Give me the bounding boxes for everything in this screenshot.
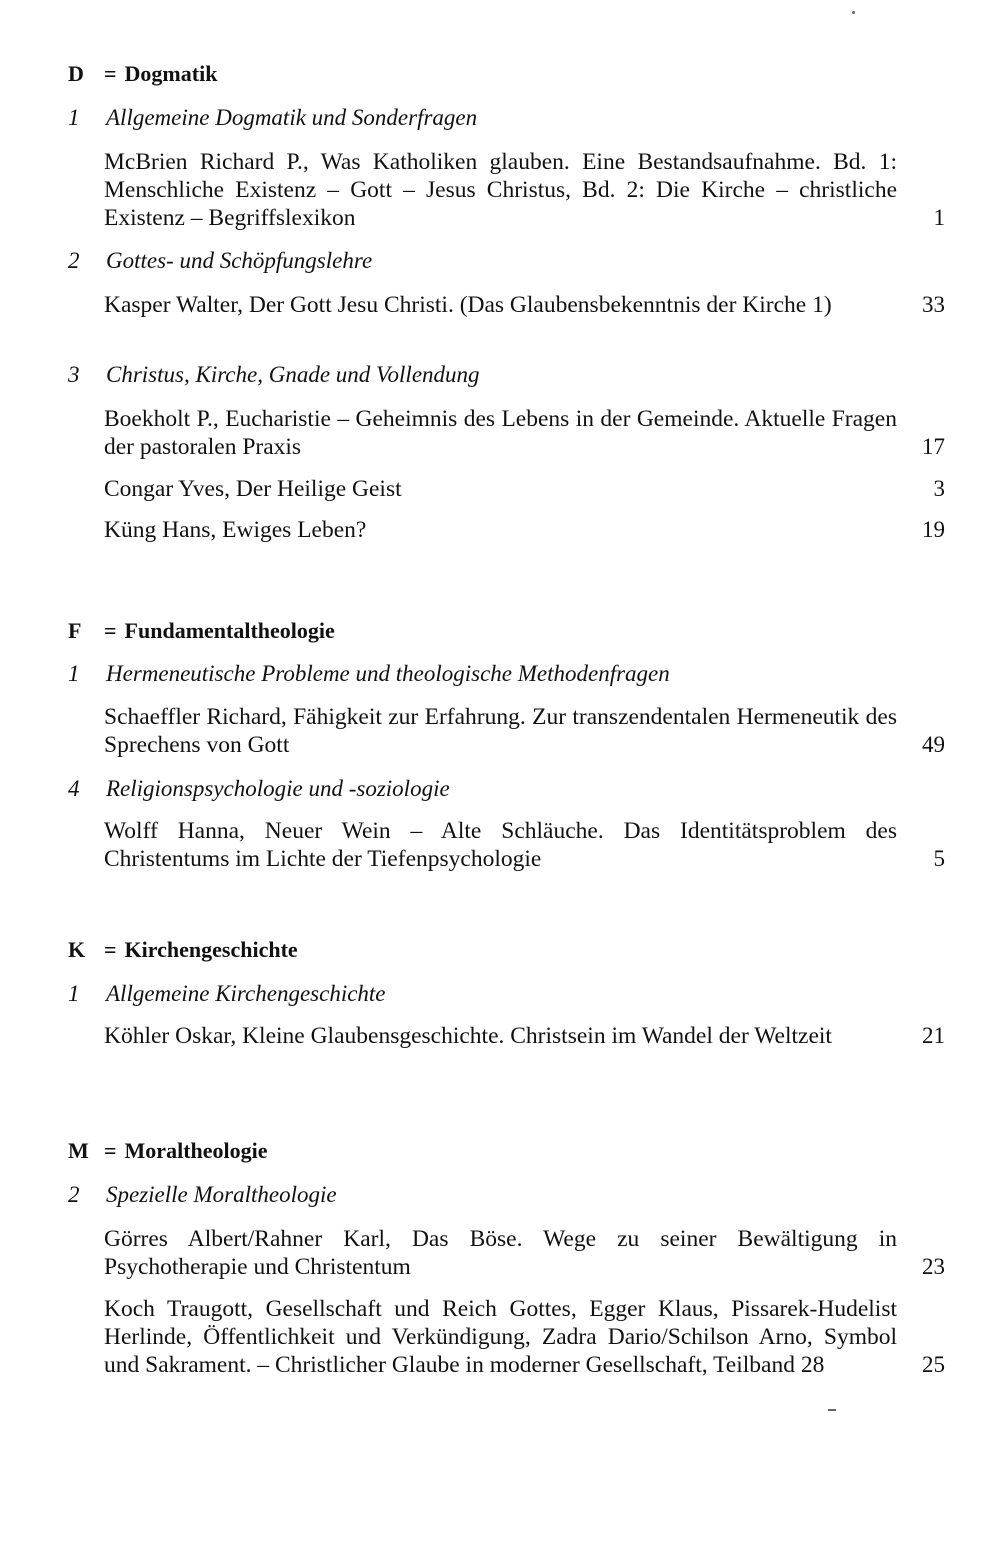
entry-text: Schaeffler Richard, Fähigkeit zur Erfahrung. Zur transzendentalen Hermeneutik des Sprechens von Gott [104, 704, 897, 758]
section-equals: = [104, 1138, 117, 1163]
subsection-heading [68, 980, 386, 1008]
entry [104, 475, 945, 503]
entry-text: Koch Traugott, Gesellschaft und Reich Gottes, Egger Klaus, Pissarek-Hudelist Herlinde, Öffentlichkeit und Verkündigung, Zadra Dario/Schilson Arno, Symbol und Sakrament. – Christlicher Glaube in moderner Gesellschaft, Teilband 28 [104, 1296, 897, 1378]
section-letter: D [68, 61, 84, 86]
subsection-heading [68, 361, 480, 389]
entry-text: Görres Albert/Rahner Karl, Das Böse. Wege zu seiner Bewältigung in Psychotherapie und Christentum [104, 1226, 897, 1280]
subsection-title: Christus, Kirche, Gnade und Vollendung [106, 362, 480, 387]
subsection-title: Allgemeine Dogmatik und Sonderfragen [106, 105, 478, 130]
entry [104, 703, 945, 759]
entry-text: Küng Hans, Ewiges Leben? [104, 517, 367, 543]
entry [104, 405, 945, 461]
section-heading [68, 1137, 268, 1165]
subsection-number: 1 [68, 661, 80, 686]
subsection-title: Gottes- und Schöpfungslehre [106, 248, 373, 273]
entry-text: Congar Yves, Der Heilige Geist [104, 476, 402, 502]
subsection-title: Hermeneutische Probleme und theologische Methodenfragen [106, 661, 670, 686]
entry-text: Wolff Hanna, Neuer Wein – Alte Schläuche. Das Identitätsproblem des Christentums im Lichte der Tiefenpsychologie [104, 818, 897, 872]
subsection-number: 4 [68, 776, 80, 801]
section-heading [68, 60, 217, 88]
subsection-title: Religionspsychologie und -soziologie [106, 776, 450, 801]
section-title: Moraltheologie [124, 1138, 268, 1163]
entry [104, 516, 945, 544]
entry [104, 148, 945, 232]
entry [104, 817, 945, 873]
entry [104, 1295, 945, 1379]
entry-text: Boekholt P., Eucharistie – Geheimnis des Lebens in der Gemeinde. Aktuelle Fragen der pastoralen Praxis [104, 406, 897, 460]
entry-text: McBrien Richard P., Was Katholiken glauben. Eine Bestandsaufnahme. Bd. 1: Menschliche Existenz – Gott – Jesus Christus, Bd. 2: Die Kirche – christliche Existenz – Begriffslexikon [104, 149, 897, 231]
entry-page-number: 19 [922, 517, 945, 542]
entry-page-number: 25 [922, 1352, 945, 1377]
scan-speck [852, 11, 855, 14]
section-equals: = [104, 618, 117, 643]
entry-page-number: 33 [922, 292, 945, 317]
subsection-number: 3 [68, 362, 80, 387]
section-heading [68, 936, 298, 964]
entry [104, 1022, 945, 1050]
subsection-title: Spezielle Moraltheologie [106, 1182, 337, 1207]
entry-page-number: 23 [922, 1254, 945, 1279]
entry-page-number: 49 [922, 732, 945, 757]
entry-text: Köhler Oskar, Kleine Glaubensgeschichte. Christsein im Wandel der Weltzeit [104, 1023, 832, 1049]
entry [104, 291, 945, 319]
subsection-heading [68, 104, 477, 132]
entry-page-number: 5 [933, 846, 945, 871]
section-letter: F [68, 618, 82, 643]
subsection-title: Allgemeine Kirchengeschichte [106, 981, 386, 1006]
entry-text: Kasper Walter, Der Gott Jesu Christi. (Das Glaubensbekenntnis der Kirche 1) [104, 292, 832, 318]
subsection-number: 1 [68, 105, 80, 130]
subsection-number: 1 [68, 981, 80, 1006]
subsection-heading [68, 660, 670, 688]
subsection-heading [68, 1181, 337, 1209]
scan-speck [828, 1409, 836, 1411]
subsection-heading [68, 247, 372, 275]
entry-page-number: 1 [933, 205, 945, 230]
entry-page-number: 21 [922, 1023, 945, 1048]
entry [104, 1225, 945, 1281]
section-letter: K [68, 937, 86, 962]
subsection-number: 2 [68, 1182, 80, 1207]
section-title: Dogmatik [124, 61, 218, 86]
entry-page-number: 3 [933, 476, 945, 501]
section-heading [68, 617, 335, 645]
section-equals: = [104, 61, 117, 86]
section-title: Fundamentaltheologie [124, 618, 335, 643]
subsection-heading [68, 775, 450, 803]
section-equals: = [104, 937, 117, 962]
subsection-number: 2 [68, 248, 80, 273]
section-letter: M [68, 1138, 89, 1163]
entry-page-number: 17 [922, 434, 945, 459]
section-title: Kirchengeschichte [124, 937, 298, 962]
